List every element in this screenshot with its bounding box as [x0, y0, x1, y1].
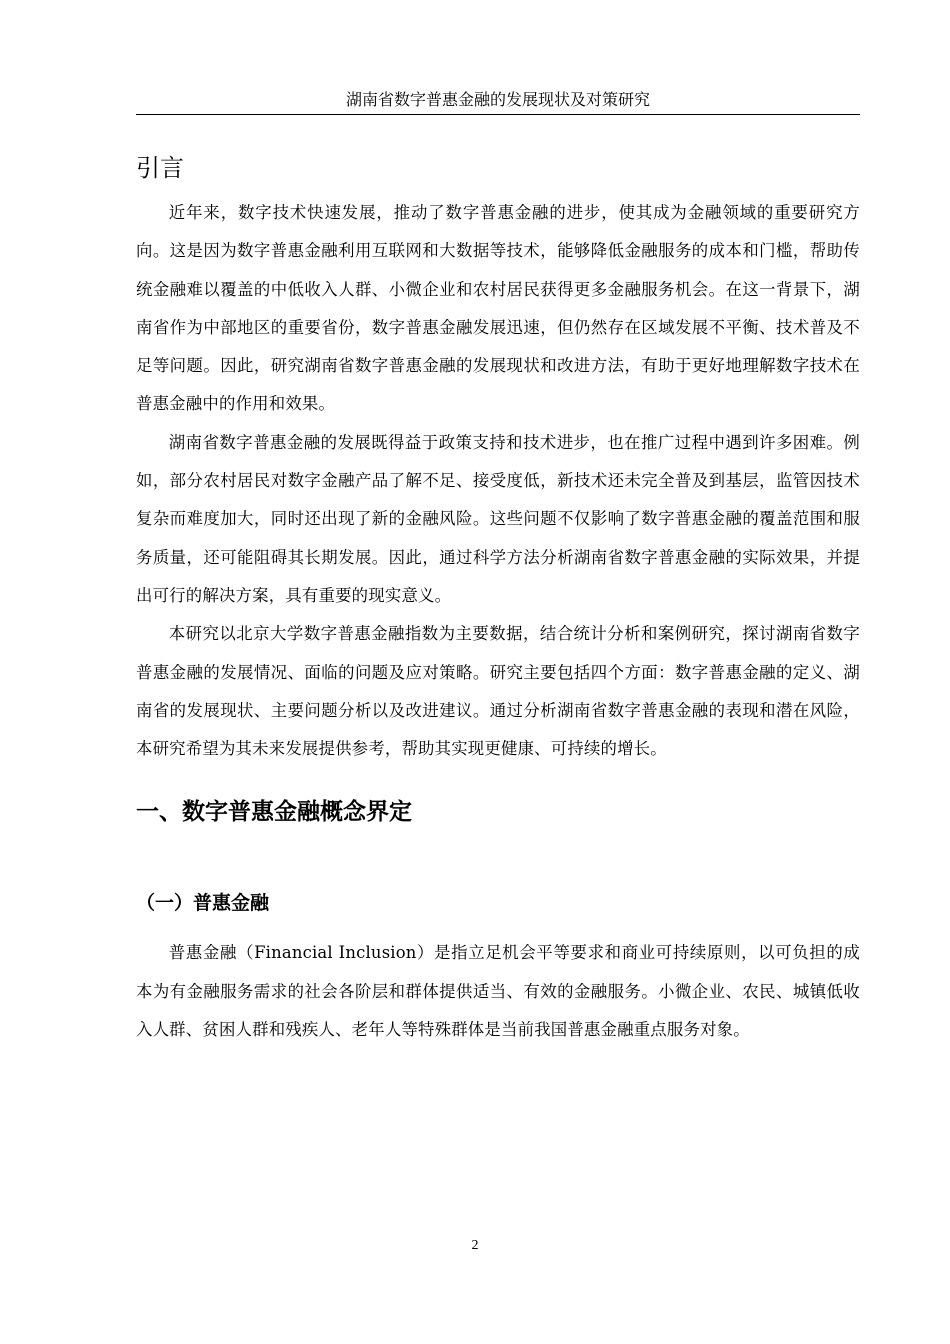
- spacer: [136, 768, 860, 792]
- spacer: [136, 920, 860, 934]
- intro-paragraph-3: 本研究以北京大学数字普惠金融指数为主要数据，结合统计分析和案例研究，探讨湖南省数字普惠金融的发展情况、面临的问题及应对策略。研究主要包括四个方面：数字普惠金融的定义、湖南省的发展现状、主要问题分析以及改进建议。通过分析湖南省数字普惠金融的表现和潜在风险，本研究希望为其未来发展提供参考，帮助其实现更健康、可持续的增长。: [136, 624, 860, 759]
- running-header-title: 湖南省数字普惠金融的发展现状及对策研究: [345, 90, 650, 109]
- spacer: [136, 832, 860, 886]
- page-number: 2: [471, 1238, 479, 1253]
- page-content: [136, 140, 860, 1049]
- intro-paragraph-1: 近年来，数字技术快速发展，推动了数字普惠金融的进步，使其成为金融领域的重要研究方向。这是因为数字普惠金融利用互联网和大数据等技术，能够降低金融服务的成本和门槛，帮助传统金融难以覆盖的中低收入人群、小微企业和农村居民获得更多金融服务机会。在这一背景下，湖南省作为中部地区的重要省份，数字普惠金融发展迅速，但仍然存在区域发展不平衡、技术普及不足等问题。因此，研究湖南省数字普惠金融的发展现状和改进方法，有助于更好地理解数字技术在普惠金融中的作用和效果。: [136, 203, 860, 414]
- intro-paragraph-2: 湖南省数字普惠金融的发展既得益于政策支持和技术进步，也在推广过程中遇到许多困难。例如，部分农村居民对数字金融产品了解不足、接受度低，新技术还未完全普及到基层，监管因技术复杂而难度加大，同时还出现了新的金融风险。这些问题不仅影响了数字普惠金融的覆盖范围和服务质量，还可能阻碍其长期发展。因此，通过科学方法分析湖南省数字普惠金融的实际效果，并提出可行的解决方案，具有重要的现实意义。: [136, 432, 860, 605]
- header-rule: [136, 114, 860, 115]
- intro-heading: 引言: [136, 154, 184, 182]
- chapter1-heading: 一、数字普惠金融概念界定: [136, 799, 412, 826]
- subsection1-paragraph-1: 普惠金融（Financial Inclusion）是指立足机会平等要求和商业可持续原则，以可负担的成本为有金融服务需求的社会各阶层和群体提供适当、有效的金融服务。小微企业、农民、城镇低收入人群、贫困人群和残疾人、老年人等特殊群体是当前我国普惠金融重点服务对象。: [136, 943, 860, 1040]
- subsection1-heading: （一）普惠金融: [136, 892, 270, 915]
